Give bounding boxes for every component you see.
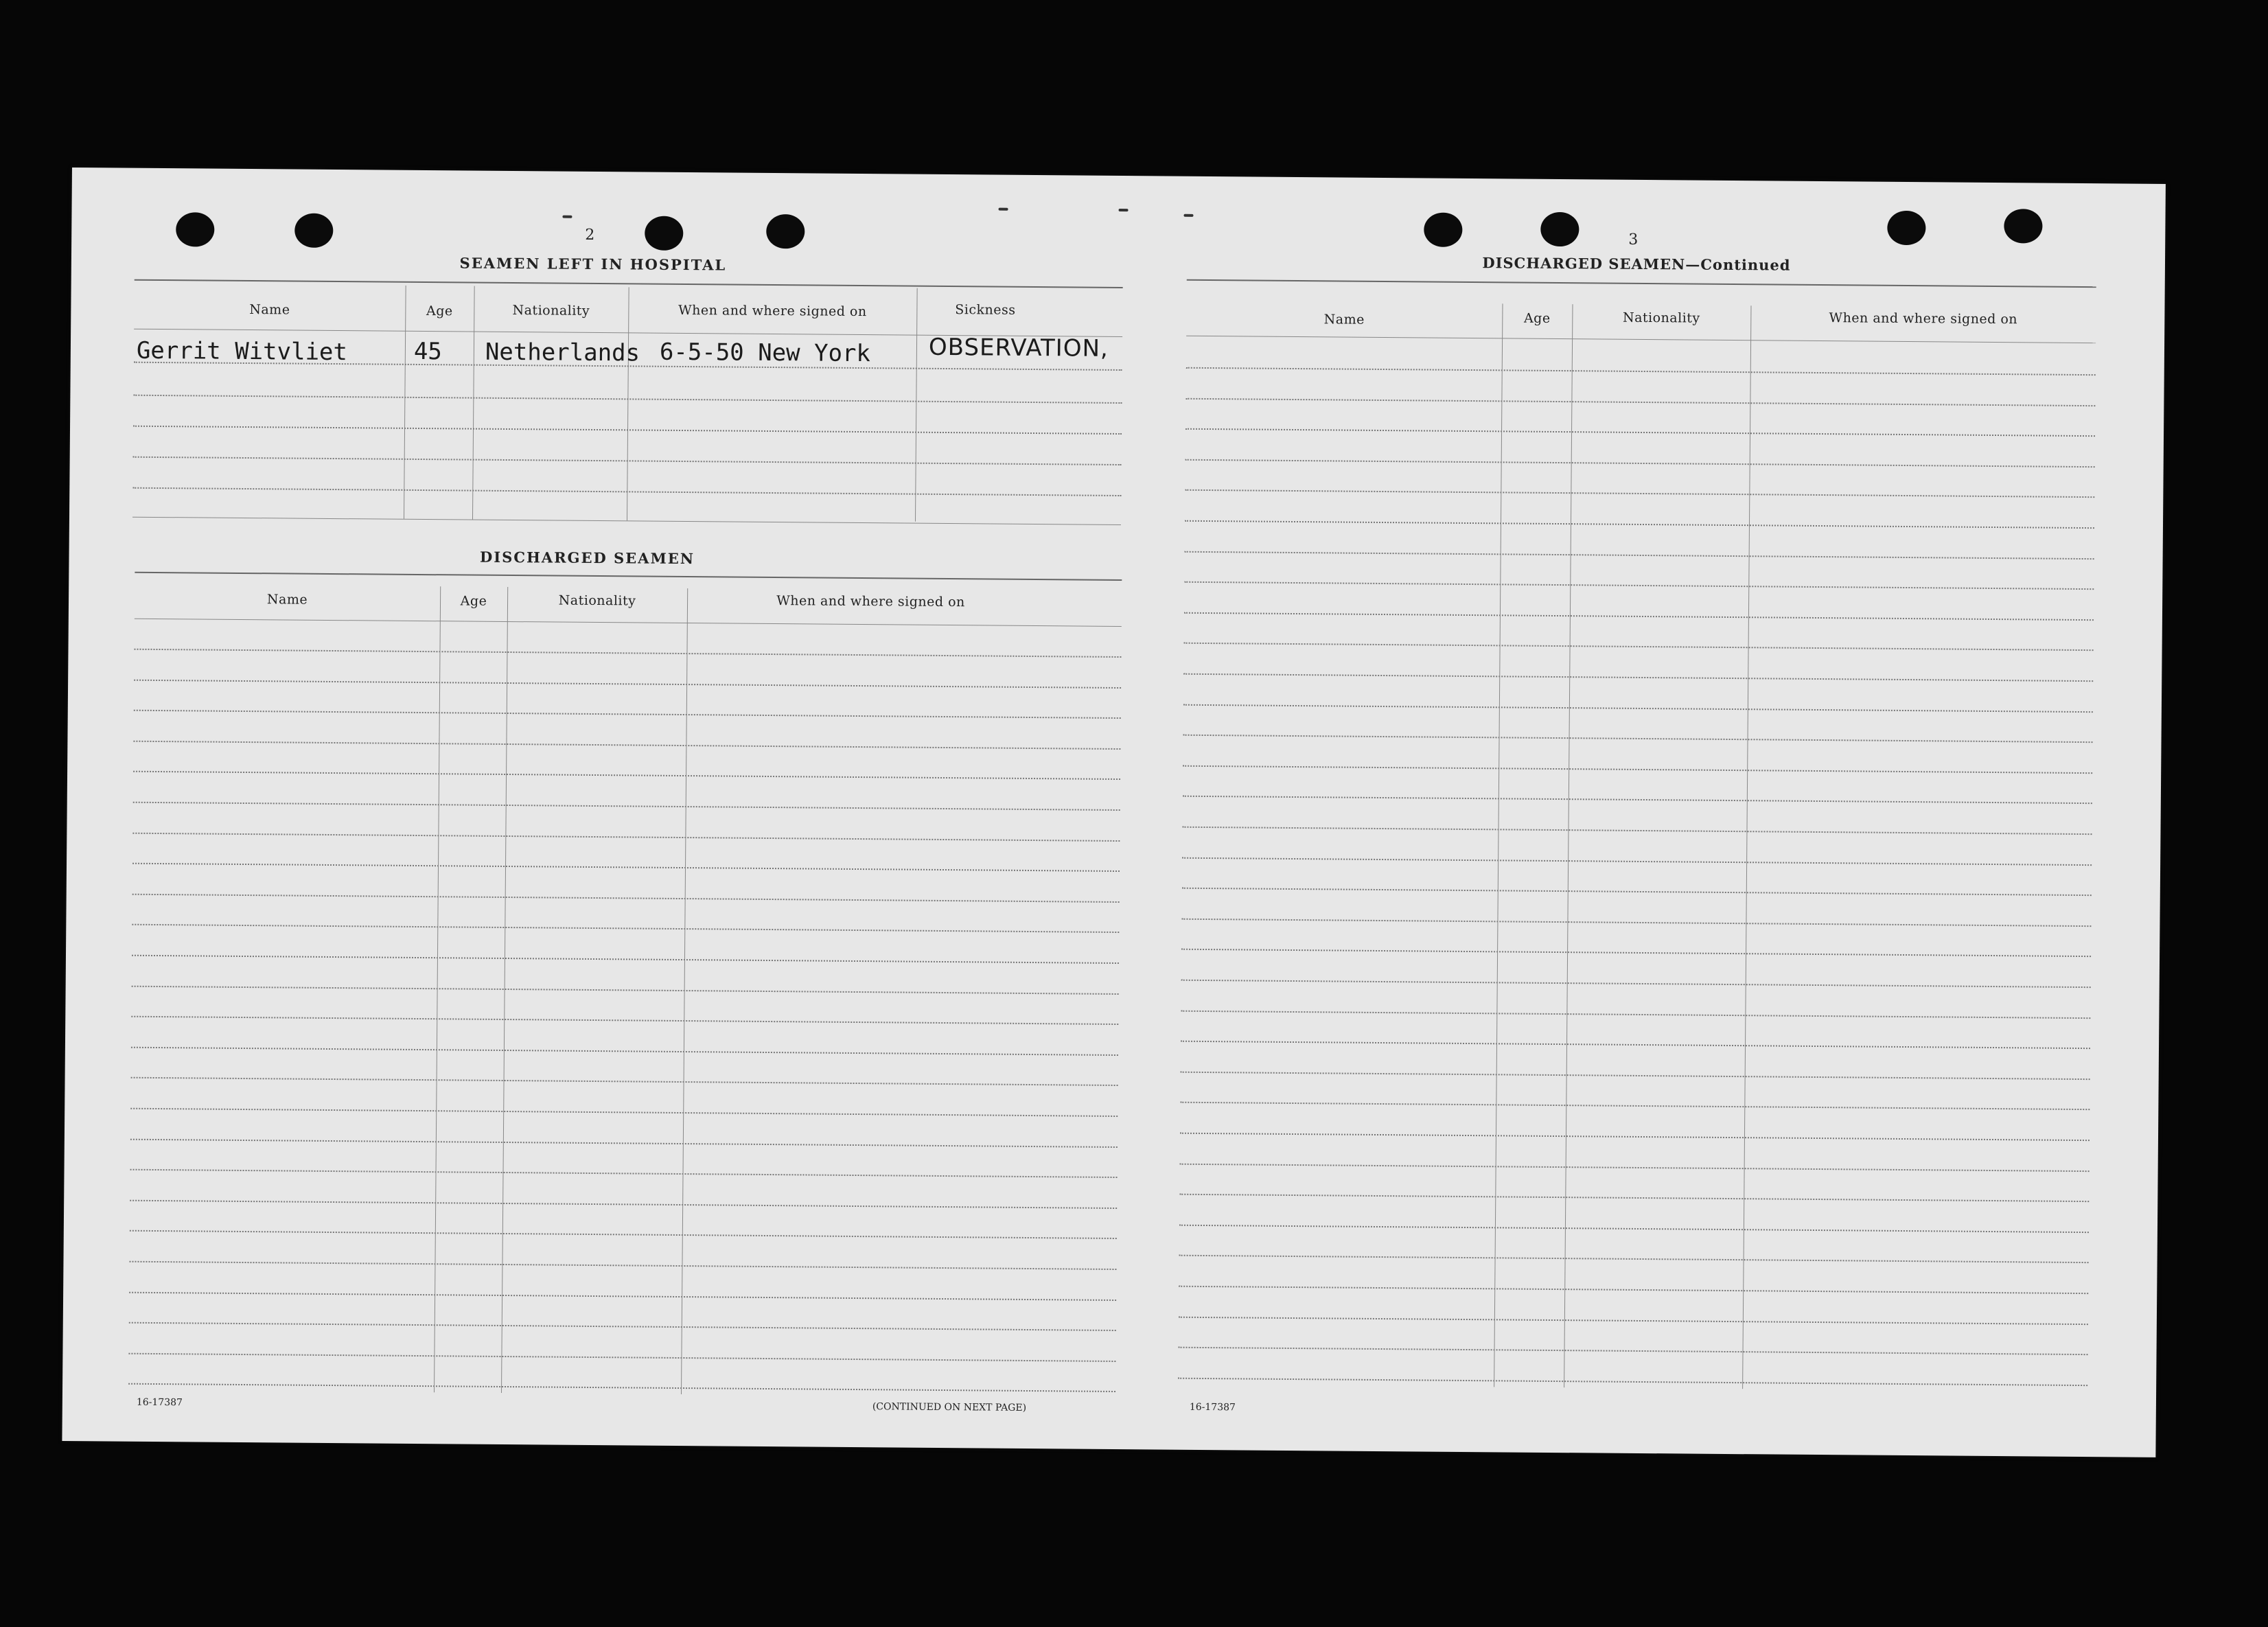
- discharged-right-row-line: [1183, 765, 2092, 774]
- discharged-right-row-line: [1181, 1041, 2090, 1049]
- smudge: [1183, 214, 1193, 217]
- discharged-right-row-line: [1183, 704, 2093, 712]
- hospital-col-age: Age: [426, 303, 453, 319]
- smudge: [999, 208, 1008, 211]
- smudge: [562, 216, 572, 218]
- discharged-right-row-line: [1179, 1316, 2088, 1324]
- punch-hole: [1540, 212, 1579, 246]
- discharged-left-col-divider: [434, 586, 441, 1392]
- discharged-right-row-line: [1183, 673, 2093, 682]
- discharged-right-row-line: [1179, 1225, 2089, 1233]
- hospital-entry-name: Gerrit Witvliet: [136, 336, 348, 367]
- discharged-left-row-line: [130, 1138, 1118, 1147]
- discharged-left-row-line: [128, 1352, 1115, 1361]
- punch-hole: [294, 214, 333, 248]
- discharged-right-row-line: [1185, 551, 2094, 559]
- discharged-left-row-line: [133, 802, 1120, 811]
- discharged-left-row-line: [131, 1016, 1118, 1025]
- hospital-col-divider: [404, 286, 406, 519]
- hospital-col-divider: [472, 286, 475, 520]
- hospital-section-title: SEAMEN LEFT IN HOSPITAL: [459, 254, 727, 274]
- discharged-left-row-line: [129, 1291, 1116, 1300]
- discharged-right-row-line: [1182, 888, 2092, 896]
- discharged-right-row-line: [1180, 1133, 2090, 1141]
- discharged-left-row-line: [134, 679, 1121, 688]
- hospital-entry-sickness: OBSERVATION,: [928, 333, 1109, 362]
- discharged-right-col-divider: [1564, 304, 1573, 1387]
- punch-hole: [766, 214, 805, 249]
- discharged-table-top-rule: [135, 572, 1122, 581]
- smudge: [1119, 209, 1129, 211]
- discharged-right-row-line: [1181, 949, 2091, 957]
- right-col-age: Age: [1523, 310, 1551, 326]
- hospital-entry-age: 45: [413, 337, 443, 366]
- discharged-right-row-line: [1181, 980, 2091, 988]
- discharged-col-age: Age: [460, 593, 487, 609]
- discharged-left-row-line: [130, 1169, 1118, 1178]
- discharged-left-row-line: [131, 1047, 1118, 1056]
- right-page-title: DISCHARGED SEAMEN—Continued: [1482, 254, 1791, 274]
- hospital-col-nationality: Nationality: [512, 303, 590, 319]
- punch-hole: [2004, 209, 2042, 243]
- punch-hole: [176, 212, 214, 246]
- form-number-right: 16-17387: [1189, 1401, 1236, 1413]
- discharged-right-row-line: [1181, 1072, 2090, 1080]
- discharged-right-row-line: [1181, 1010, 2090, 1018]
- hospital-col-divider: [627, 287, 629, 520]
- discharged-right-row-line: [1184, 612, 2094, 621]
- page-number-right: 3: [1628, 231, 1639, 249]
- discharged-right-row-line: [1183, 796, 2092, 804]
- discharged-right-row-line: [1179, 1194, 2089, 1202]
- discharged-left-row-line: [134, 649, 1121, 658]
- discharged-left-row-line: [131, 1077, 1118, 1086]
- hospital-col-sickness: Sickness: [955, 302, 1016, 318]
- right-table-top-rule: [1187, 279, 2096, 288]
- punch-hole: [645, 216, 683, 251]
- punch-hole: [1424, 212, 1462, 246]
- discharged-col-name: Name: [266, 592, 308, 608]
- hospital-col-divider: [915, 288, 918, 522]
- discharged-right-row-line: [1184, 643, 2094, 651]
- discharged-left-row-line: [129, 1322, 1116, 1331]
- discharged-right-row-line: [1179, 1347, 2088, 1355]
- discharged-left-row-line: [128, 1383, 1115, 1392]
- page-number-left: 2: [585, 226, 595, 244]
- hospital-entry-nationality: Netherlands: [485, 338, 640, 367]
- discharged-left-row-line: [130, 1230, 1117, 1239]
- discharged-right-row-line: [1182, 827, 2092, 835]
- discharged-left-row-line: [132, 832, 1120, 841]
- continued-note: (CONTINUED ON NEXT PAGE): [872, 1401, 1027, 1413]
- discharged-left-row-line: [132, 955, 1119, 964]
- form-number-left: 16-17387: [136, 1396, 183, 1409]
- discharged-right-col-divider: [1494, 303, 1503, 1387]
- discharged-right-col-divider: [1742, 305, 1751, 1389]
- right-col-nationality: Nationality: [1622, 310, 1700, 326]
- discharged-left-row-line: [129, 1261, 1116, 1270]
- discharged-right-row-line: [1186, 367, 2096, 376]
- punch-hole: [1887, 211, 1925, 245]
- discharged-left-row-line: [130, 1200, 1117, 1209]
- discharged-right-row-line: [1185, 428, 2095, 437]
- discharged-left-row-line: [132, 924, 1119, 933]
- discharged-right-row-line: [1185, 520, 2094, 529]
- hospital-col-name: Name: [249, 302, 290, 318]
- discharged-left-row-line: [130, 1108, 1118, 1117]
- discharged-left-row-line: [132, 985, 1119, 994]
- discharged-left-row-line: [132, 894, 1120, 903]
- discharged-right-row-line: [1179, 1286, 2088, 1294]
- discharged-left-row-line: [133, 771, 1120, 780]
- hospital-entry-signed-on: 6-5-50 New York: [659, 338, 871, 368]
- discharged-right-row-line: [1181, 919, 2091, 927]
- discharged-right-row-line: [1185, 397, 2095, 406]
- hospital-col-signed-on: When and where signed on: [678, 302, 867, 320]
- discharged-col-nationality: Nationality: [558, 592, 636, 609]
- discharged-left-row-line: [134, 710, 1121, 719]
- discharged-section-title: DISCHARGED SEAMEN: [480, 548, 695, 568]
- discharged-left-col-divider: [681, 588, 688, 1394]
- discharged-col-signed-on: When and where signed on: [776, 593, 965, 610]
- discharged-left-header-rule: [135, 619, 1122, 627]
- document-sheet: [62, 168, 2165, 1457]
- discharged-right-row-line: [1185, 459, 2095, 468]
- discharged-right-row-line: [1182, 857, 2092, 865]
- discharged-right-row-line: [1184, 581, 2094, 590]
- discharged-right-row-line: [1180, 1163, 2090, 1171]
- discharged-right-row-line: [1180, 1102, 2090, 1110]
- discharged-right-row-line: [1178, 1378, 2087, 1386]
- right-col-name: Name: [1323, 312, 1365, 327]
- discharged-right-row-line: [1183, 735, 2093, 743]
- discharged-right-row-line: [1179, 1255, 2089, 1263]
- discharged-left-col-divider: [501, 587, 508, 1393]
- discharged-left-row-line: [133, 741, 1120, 750]
- discharged-right-row-line: [1185, 489, 2094, 498]
- discharged-right-header-rule: [1186, 336, 2096, 343]
- right-col-signed-on: When and where signed on: [1829, 310, 2018, 327]
- discharged-left-row-line: [132, 863, 1120, 872]
